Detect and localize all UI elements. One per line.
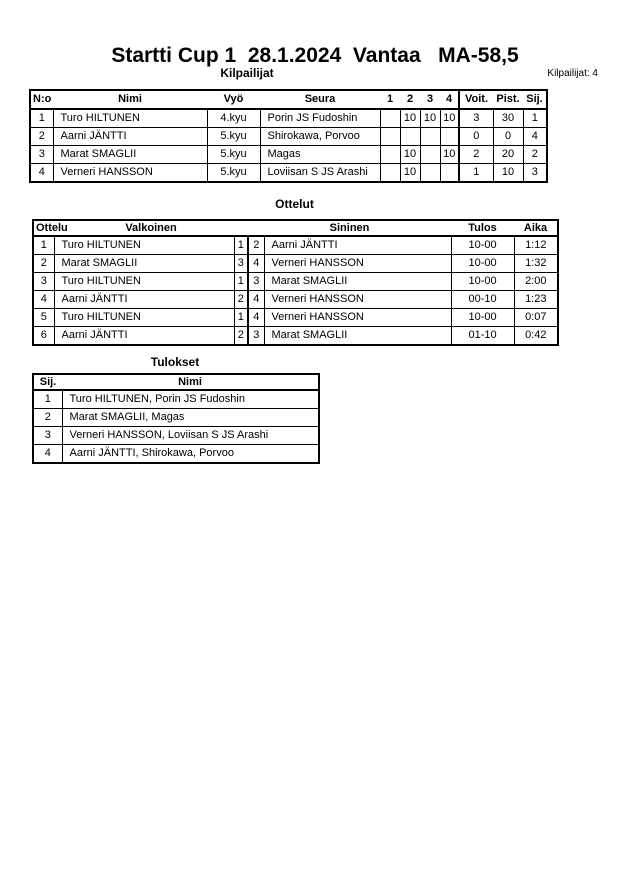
match-row xyxy=(33,236,558,255)
blue-competitor-name: Marat SMAGLII xyxy=(264,327,451,346)
blue-competitor-number: 3 xyxy=(248,327,264,346)
col-header-pist: Pist. xyxy=(493,90,523,109)
results-table xyxy=(32,373,320,464)
score-vs-2 xyxy=(400,128,420,146)
match-row xyxy=(33,273,558,291)
competitor-row xyxy=(30,146,547,164)
placement-cell: 4 xyxy=(523,128,547,146)
score-vs-4 xyxy=(440,164,459,183)
blue-competitor-number: 4 xyxy=(248,255,264,273)
blue-competitor-number: 2 xyxy=(248,236,264,255)
col-header-aika: Aika xyxy=(514,220,558,236)
white-competitor-name: Turo HILTUNEN xyxy=(54,273,234,291)
result-name: Aarni JÄNTTI, Shirokawa, Porvoo xyxy=(62,445,319,464)
score-vs-1 xyxy=(380,109,400,128)
competitor-belt: 4.kyu xyxy=(207,109,260,128)
points-cell: 30 xyxy=(493,109,523,128)
col-header-sij: Sij. xyxy=(33,374,62,390)
match-time: 1:32 xyxy=(514,255,558,273)
competitor-belt: 5.kyu xyxy=(207,164,260,183)
col-header-valkoinen: Valkoinen xyxy=(54,220,248,236)
blue-competitor-name: Verneri HANSSON xyxy=(264,309,451,327)
match-result: 10-00 xyxy=(451,236,514,255)
placement-cell: 1 xyxy=(523,109,547,128)
blue-competitor-name: Verneri HANSSON xyxy=(264,291,451,309)
result-name: Marat SMAGLII, Magas xyxy=(62,409,319,427)
competitor-club: Porin JS Fudoshin xyxy=(260,109,380,128)
competitor-belt: 5.kyu xyxy=(207,146,260,164)
score-vs-1 xyxy=(380,128,400,146)
competitor-name: Marat SMAGLII xyxy=(53,146,207,164)
white-competitor-number: 1 xyxy=(234,236,248,255)
result-placement: 1 xyxy=(33,390,62,409)
col-header-seura: Seura xyxy=(260,90,380,109)
competitor-name: Verneri HANSSON xyxy=(53,164,207,183)
section-title-kilpailijat: Kilpailijat xyxy=(220,66,274,80)
wins-cell: 1 xyxy=(459,164,493,183)
points-cell: 10 xyxy=(493,164,523,183)
score-vs-4: 10 xyxy=(440,146,459,164)
competitors-table xyxy=(29,89,548,183)
match-time: 1:12 xyxy=(514,236,558,255)
result-placement: 4 xyxy=(33,445,62,464)
competitor-name: Aarni JÄNTTI xyxy=(53,128,207,146)
white-competitor-name: Turo HILTUNEN xyxy=(54,309,234,327)
competitor-number: 4 xyxy=(30,164,53,183)
blue-competitor-number: 3 xyxy=(248,273,264,291)
result-row xyxy=(33,427,319,445)
match-time: 0:07 xyxy=(514,309,558,327)
score-vs-4: 10 xyxy=(440,109,459,128)
points-cell: 20 xyxy=(493,146,523,164)
match-time: 0:42 xyxy=(514,327,558,346)
match-number: 5 xyxy=(33,309,54,327)
white-competitor-name: Turo HILTUNEN xyxy=(54,236,234,255)
col-header-no: N:o xyxy=(30,90,53,109)
col-header-opponent-4: 4 xyxy=(440,90,459,109)
competitor-row xyxy=(30,109,547,128)
result-row xyxy=(33,445,319,464)
match-row xyxy=(33,327,558,346)
col-header-vyo: Vyö xyxy=(207,90,260,109)
competitor-row xyxy=(30,128,547,146)
wins-cell: 2 xyxy=(459,146,493,164)
placement-cell: 2 xyxy=(523,146,547,164)
blue-competitor-name: Aarni JÄNTTI xyxy=(264,236,451,255)
white-competitor-number: 3 xyxy=(234,255,248,273)
competitor-belt: 5.kyu xyxy=(207,128,260,146)
match-time: 2:00 xyxy=(514,273,558,291)
white-competitor-name: Marat SMAGLII xyxy=(54,255,234,273)
match-row xyxy=(33,309,558,327)
blue-competitor-name: Marat SMAGLII xyxy=(264,273,451,291)
white-competitor-number: 1 xyxy=(234,309,248,327)
col-header-opponent-3: 3 xyxy=(420,90,440,109)
blue-competitor-number: 4 xyxy=(248,291,264,309)
match-row xyxy=(33,291,558,309)
score-vs-2: 10 xyxy=(400,109,420,128)
competitor-number: 1 xyxy=(30,109,53,128)
blue-competitor-number: 4 xyxy=(248,309,264,327)
competitor-club: Magas xyxy=(260,146,380,164)
col-header-sininen: Sininen xyxy=(248,220,451,236)
white-competitor-number: 2 xyxy=(234,291,248,309)
wins-cell: 3 xyxy=(459,109,493,128)
score-vs-4 xyxy=(440,128,459,146)
match-row xyxy=(33,255,558,273)
match-number: 3 xyxy=(33,273,54,291)
white-competitor-name: Aarni JÄNTTI xyxy=(54,291,234,309)
match-result: 10-00 xyxy=(451,309,514,327)
result-placement: 2 xyxy=(33,409,62,427)
competitor-count-label: Kilpailijat: 4 xyxy=(547,68,598,79)
score-vs-2: 10 xyxy=(400,164,420,183)
blue-competitor-name: Verneri HANSSON xyxy=(264,255,451,273)
white-competitor-number: 2 xyxy=(234,327,248,346)
white-competitor-number: 1 xyxy=(234,273,248,291)
match-number: 2 xyxy=(33,255,54,273)
competitor-club: Loviisan S JS Arashi xyxy=(260,164,380,183)
competitors-header-row xyxy=(30,90,547,109)
white-competitor-name: Aarni JÄNTTI xyxy=(54,327,234,346)
col-header-sij: Sij. xyxy=(523,90,547,109)
result-name: Verneri HANSSON, Loviisan S JS Arashi xyxy=(62,427,319,445)
competitor-row xyxy=(30,164,547,183)
result-row xyxy=(33,390,319,409)
section-title-tulokset: Tulokset xyxy=(150,355,200,369)
section-title-ottelut: Ottelut xyxy=(275,197,314,211)
col-header-voit: Voit. xyxy=(459,90,493,109)
wins-cell: 0 xyxy=(459,128,493,146)
page-title: Startti Cup 1 28.1.2024 Vantaa MA-58,5 xyxy=(111,44,519,67)
result-name: Turo HILTUNEN, Porin JS Fudoshin xyxy=(62,390,319,409)
competitor-number: 3 xyxy=(30,146,53,164)
result-placement: 3 xyxy=(33,427,62,445)
match-result: 01-10 xyxy=(451,327,514,346)
match-result: 10-00 xyxy=(451,273,514,291)
score-vs-3 xyxy=(420,164,440,183)
match-number: 4 xyxy=(33,291,54,309)
col-header-nimi: Nimi xyxy=(62,374,319,390)
match-result: 10-00 xyxy=(451,255,514,273)
competitor-name: Turo HILTUNEN xyxy=(53,109,207,128)
score-vs-1 xyxy=(380,164,400,183)
score-vs-3: 10 xyxy=(420,109,440,128)
score-vs-1 xyxy=(380,146,400,164)
score-vs-3 xyxy=(420,146,440,164)
match-number: 1 xyxy=(33,236,54,255)
col-header-nimi: Nimi xyxy=(53,90,207,109)
score-vs-2: 10 xyxy=(400,146,420,164)
result-row xyxy=(33,409,319,427)
points-cell: 0 xyxy=(493,128,523,146)
col-header-ottelu: Ottelu xyxy=(33,220,54,236)
results-header-row xyxy=(33,374,319,390)
col-header-tulos: Tulos xyxy=(451,220,514,236)
match-number: 6 xyxy=(33,327,54,346)
competitor-number: 2 xyxy=(30,128,53,146)
matches-table xyxy=(32,219,559,346)
matches-header-row xyxy=(33,220,558,236)
col-header-opponent-2: 2 xyxy=(400,90,420,109)
col-header-opponent-1: 1 xyxy=(380,90,400,109)
score-vs-3 xyxy=(420,128,440,146)
placement-cell: 3 xyxy=(523,164,547,183)
match-time: 1:23 xyxy=(514,291,558,309)
match-result: 00-10 xyxy=(451,291,514,309)
competitor-club: Shirokawa, Porvoo xyxy=(260,128,380,146)
